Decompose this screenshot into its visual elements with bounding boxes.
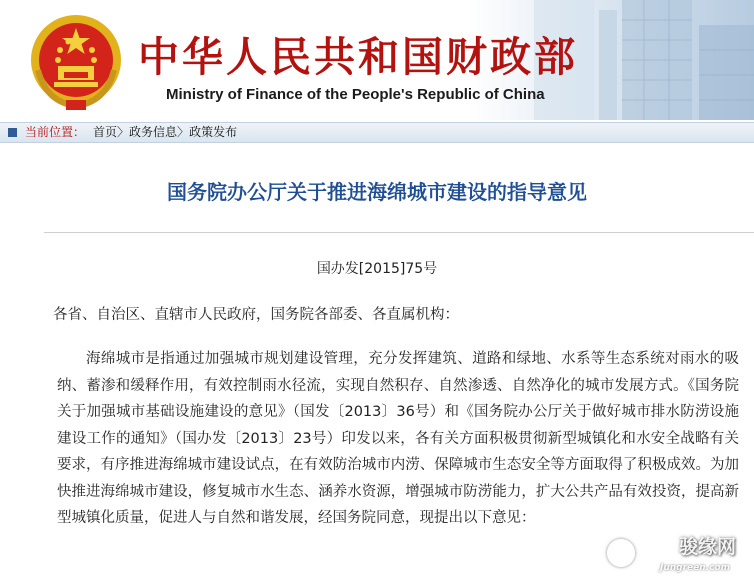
site-header xyxy=(0,0,754,120)
watermark xyxy=(598,521,748,579)
salutation: 各省、自治区、直辖市人民政府，国务院各部委、各直属机构： xyxy=(53,307,459,323)
breadcrumb xyxy=(0,122,754,143)
article-paragraph: 海绵城市是指通过加强城市规划建设管理，充分发挥建筑、道路和绿地、水系等生态系统对雨水的吸纳、蓄渗和缓释作用，有效控制雨水径流，实现自然积存、自然渗透、自然净化的城市发展方式。《国务院关于加强城市基础设施建设的意见》（国发〔2013〕36号）和《国务院办公厅关于做好城市排水防涝设施建设工作的通知》（国办发〔2013〕23号）印发以来，各有关方面积极贯彻新型城镇化和水安全战略有关要求，有序推进海绵城市建设试点，在有效防治城市内涝、保障城市生态安全等方面取得了积极成效。为加快推进海绵城市建设，修复城市水生态、涵养水资源，增强城市防涝能力，扩大公共产品有效投资，提高新型城镇化质量，促进人与自然和谐发展，经国务院同意，现提出以下意见： xyxy=(57,351,739,526)
document-number: 国办发[2015]75号 xyxy=(316,261,438,277)
breadcrumb-separator: 〉 xyxy=(177,125,190,139)
location-marker-icon xyxy=(8,128,17,137)
title-divider xyxy=(44,232,754,233)
article-title: 国务院办公厅关于推进海绵城市建设的指导意见 xyxy=(167,180,587,204)
breadcrumb-item-home[interactable]: 首页 xyxy=(93,125,118,139)
jungreen-logo-icon xyxy=(607,539,635,567)
national-emblem-icon xyxy=(28,10,124,112)
breadcrumb-item-government-info[interactable]: 政务信息 xyxy=(129,125,178,139)
watermark-url: Jungreen.com xyxy=(660,563,730,573)
breadcrumb-links xyxy=(93,123,237,142)
breadcrumb-prefix: 当前位置： xyxy=(25,125,86,139)
site-name-en: Ministry of Finance of the People's Republic of China xyxy=(166,86,545,103)
site-name-cn: 中华人民共和国财政部 xyxy=(138,33,578,81)
watermark-text: 骏缘网 xyxy=(678,536,736,558)
breadcrumb-separator: 〉 xyxy=(117,125,130,139)
breadcrumb-item-policy-release[interactable]: 政策发布 xyxy=(189,125,238,139)
